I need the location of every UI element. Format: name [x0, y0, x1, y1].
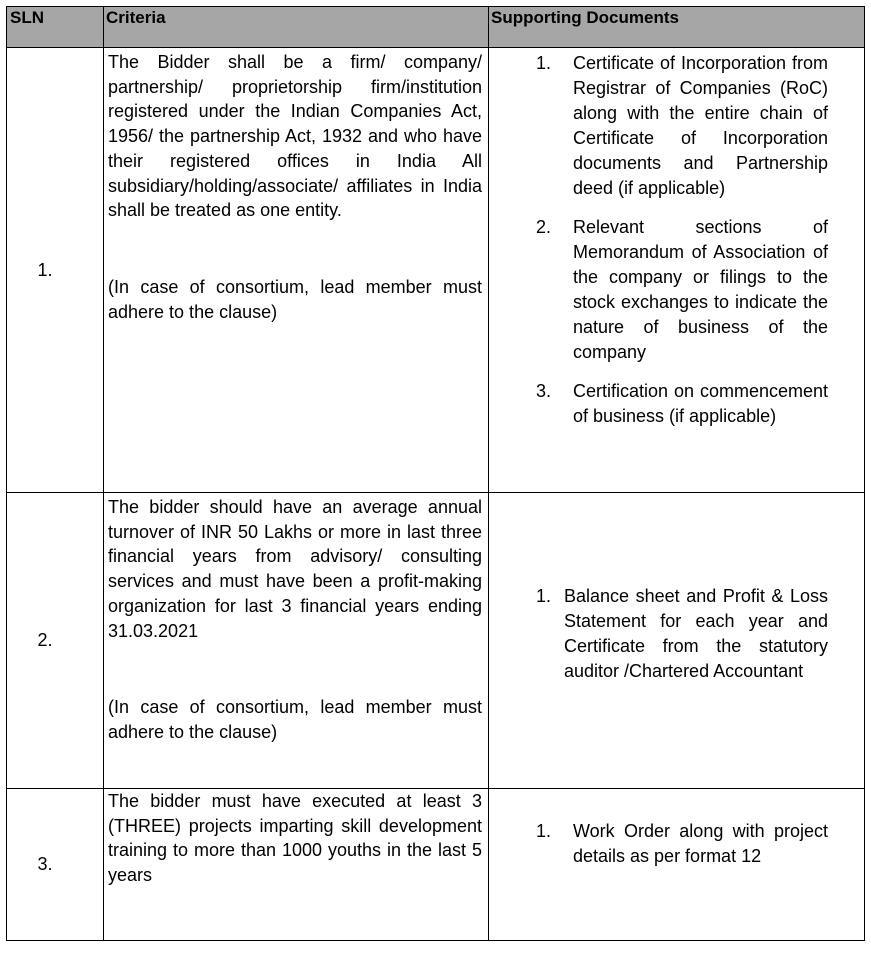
row-supporting-documents — [489, 789, 865, 941]
row-criteria — [104, 789, 489, 941]
row-supporting-documents — [489, 48, 865, 493]
eligibility-criteria-table — [6, 6, 865, 941]
table-header-row — [7, 7, 865, 48]
criteria-text: The bidder should have an average annual turnover of INR 50 Lakhs or more in last three financial years from advisory/ consulting services and must have been a profit-making organization for last 3 financial years ending 31.03.2021 — [108, 497, 482, 641]
list-item: 1. Work Order along with project details as per format 12 — [536, 821, 828, 866]
header-criteria: Criteria — [104, 7, 489, 48]
row-serial-number: 2. — [7, 493, 104, 789]
list-item: 3. Certification on commencement of business (if applicable) — [536, 381, 828, 426]
criteria-text: The bidder must have executed at least 3 (THREE) projects imparting skill development training to more than 1000 youths in the last 5 years — [108, 791, 482, 886]
header-supporting-documents: Supporting Documents — [489, 7, 865, 48]
consortium-note: (In case of consortium, lead member must adhere to the clause) — [108, 697, 482, 742]
list-item: 1. Certificate of Incorporation from Registrar of Companies (RoC) along with the entire chain of Certificate of Incorporation documents and Partnership deed (if applicable) — [536, 53, 828, 198]
row-criteria — [104, 48, 489, 493]
row-serial-number: 1. — [7, 48, 104, 493]
list-item: 2. Relevant sections of Memorandum of Association of the company or filings to the stock exchanges to indicate the nature of business of the company — [536, 217, 828, 362]
table-row — [7, 48, 865, 493]
documents-list — [536, 51, 828, 429]
row-supporting-documents — [489, 493, 865, 789]
row-criteria — [104, 493, 489, 789]
header-sln: SLN — [7, 7, 104, 48]
documents-list — [536, 819, 828, 869]
table-row — [7, 493, 865, 789]
row-serial-number: 3. — [7, 789, 104, 941]
list-item: 1. Balance sheet and Profit & Loss Statement for each year and Certificate from the statutory auditor /Chartered Accountant — [536, 585, 828, 681]
table-row — [7, 789, 865, 941]
consortium-note: (In case of consortium, lead member must adhere to the clause) — [108, 276, 482, 322]
criteria-text: The Bidder shall be a firm/ company/ partnership/ proprietorship firm/institution registered under the Indian Companies Act, 1956/ the partnership Act, 1932 and who have their registered offices in India All subsidiary/holding/associate/ affiliates in India shall be treated as one entity. — [108, 52, 482, 221]
documents-list — [536, 584, 828, 684]
eligibility-table-container — [6, 6, 865, 941]
